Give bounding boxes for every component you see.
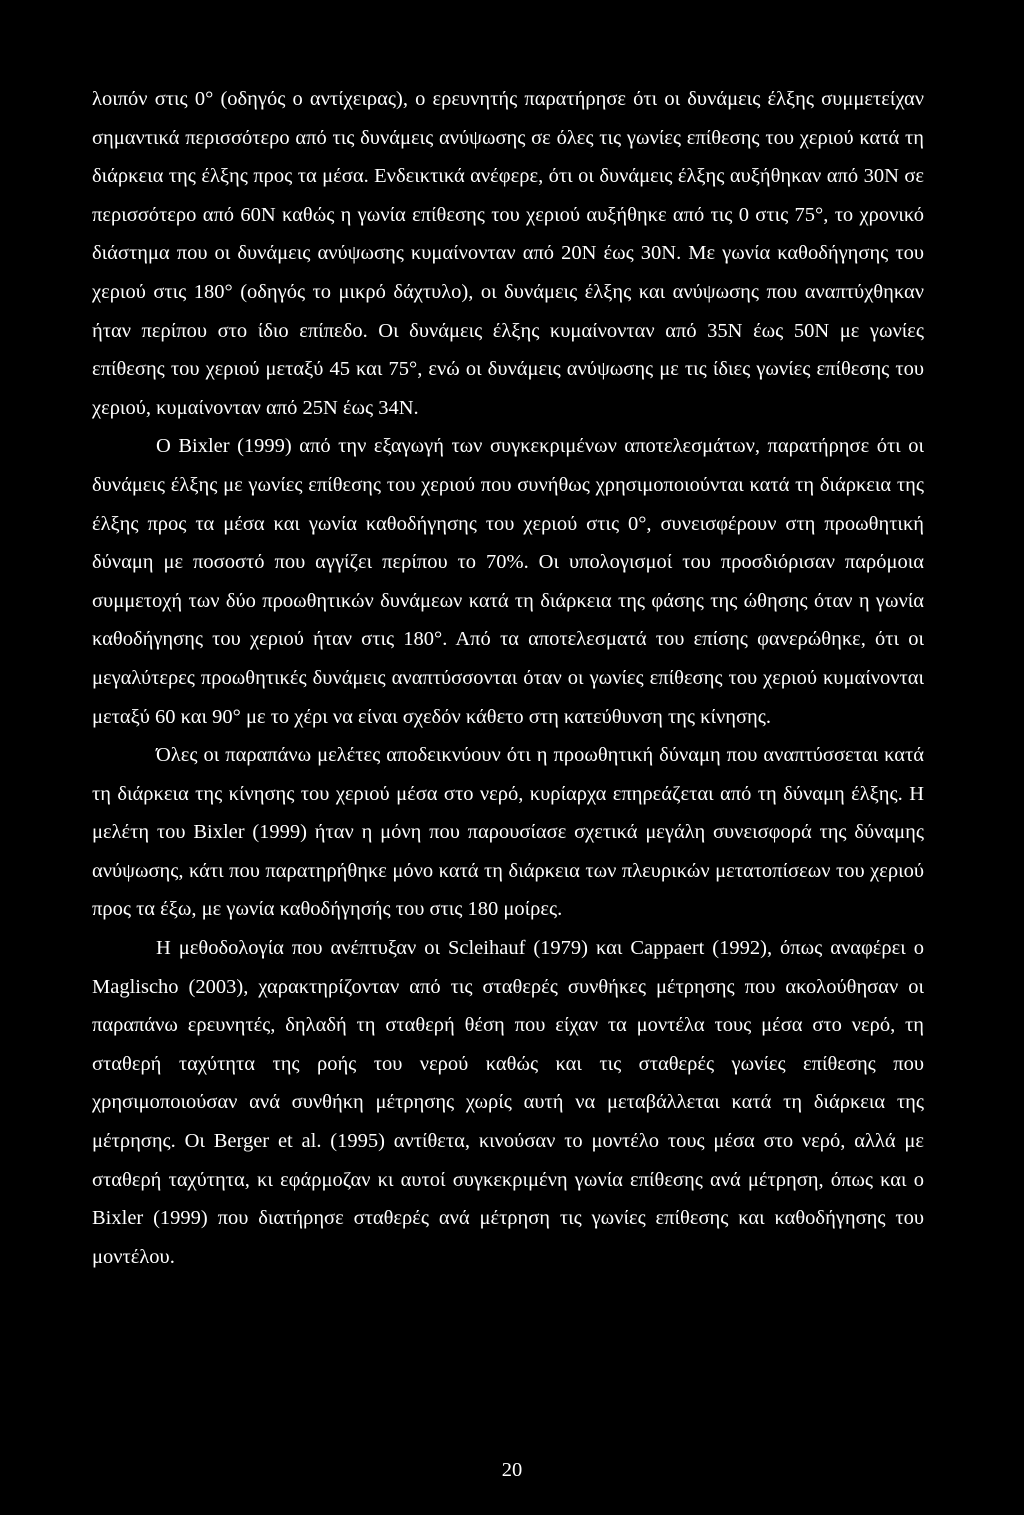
page-number: 20 [501, 1459, 523, 1481]
document-page [92, 80, 924, 1276]
paragraph-methodology: Η μεθοδολογία που ανέπτυξαν οι Scleihauf (1979) και Cappaert (1992), όπως αναφέρει ο Maglischo (2003), χαρακτηρίζονταν από τις σταθερές συνθήκες μέτρησης που ακολούθησαν οι παραπάνω ερευνητές, δηλαδή τη σταθερή θέση που είχαν τα μοντέλα τους μέσα στο νερό, τη σταθερή ταχύτητα της ροής του νερού καθώς και τις σταθερές γωνίες επίθεσης που χρησιμοποιούσαν ανά συνθήκη μέτρησης χωρίς αυτή να μεταβάλλεται κατά τη διάρκεια της μέτρησης. Οι Berger et al. (1995) αντίθετα, κινούσαν το μοντέλο τους μέσα στο νερό, αλλά με σταθερή ταχύτητα, κι εφάρμοζαν κι αυτοί συγκεκριμένη γωνία επίθεσης ανά μέτρηση, όπως και ο Bixler (1999) που διατήρησε σταθερές ανά μέτρηση τις γωνίες επίθεσης και καθοδήγησης του μοντέλου. [92, 937, 924, 1268]
paragraph-continuation: λοιπόν στις 0° (οδηγός ο αντίχειρας), ο ερευνητής παρατήρησε ότι οι δυνάμεις έλξης συμμετείχαν σημαντικά περισσότερο από τις δυνάμεις ανύψωσης σε όλες τις γωνίες επίθεσης του χεριού κατά τη διάρκεια της έλξης προς τα μέσα. Ενδεικτικά ανέφερε, ότι οι δυνάμεις έλξης αυξήθηκαν από 30N σε περισσότερο από 60N καθώς η γωνία επίθεσης του χεριού αυξήθηκε από τις 0 στις 75°, το χρονικό διάστημα που οι δυνάμεις ανύψωσης κυμαίνονταν από 20N έως 30N. Με γωνία καθοδήγησης του χεριού στις 180° (οδηγός το μικρό δάχτυλο), οι δυνάμεις έλξης και ανύψωσης που αναπτύχθηκαν ήταν περίπου στο ίδιο επίπεδο. Οι δυνάμεις έλξης κυμαίνονταν από 35N έως 50N με γωνίες επίθεσης του χεριού μεταξύ 45 και 75°, ενώ οι δυνάμεις ανύψωσης με τις ίδιες γωνίες επίθεσης του χεριού, κυμαίνονταν από 25N έως 34N. [92, 88, 924, 419]
paragraph-studies-conclusion: Όλες οι παραπάνω μελέτες αποδεικνύουν ότι η προωθητική δύναμη που αναπτύσσεται κατά τη διάρκεια της κίνησης του χεριού μέσα στο νερό, κυρίαρχα επηρεάζεται από τη δύναμη έλξης. Η μελέτη του Bixler (1999) ήταν η μόνη που παρουσίασε σχετικά μεγάλη συνεισφορά της δύναμης ανύψωσης, κάτι που παρατηρήθηκε μόνο κατά τη διάρκεια των πλευρικών μετατοπίσεων του χεριού προς τα έξω, με γωνία καθοδήγησής του στις 180 μοίρες. [92, 744, 924, 921]
paragraph-bixler-results: Ο Bixler (1999) από την εξαγωγή των συγκεκριμένων αποτελεσμάτων, παρατήρησε ότι οι δυνάμεις έλξης με γωνίες επίθεσης του χεριού που συνήθως χρησιμοποιούνται κατά τη διάρκεια της έλξης προς τα μέσα και γωνία καθοδήγησης του χεριού στις 0°, συνεισφέρουν στη προωθητική δύναμη με ποσοστό που αγγίζει περίπου το 70%. Οι υπολογισμοί του προσδιόρισαν παρόμοια συμμετοχή των δύο προωθητικών δυνάμεων κατά τη διάρκεια της φάσης της ώθησης όταν η γωνία καθοδήγησης του χεριού ήταν στις 180°. Από τα αποτελεσματά του επίσης φανερώθηκε, ότι οι μεγαλύτερες προωθητικές δυνάμεις αναπτύσσονται όταν οι γωνίες επίθεσης του χεριού κυμαίνονται μεταξύ 60 και 90° με το χέρι να είναι σχεδόν κάθετο στη κατεύθυνση της κίνησης. [92, 435, 924, 728]
